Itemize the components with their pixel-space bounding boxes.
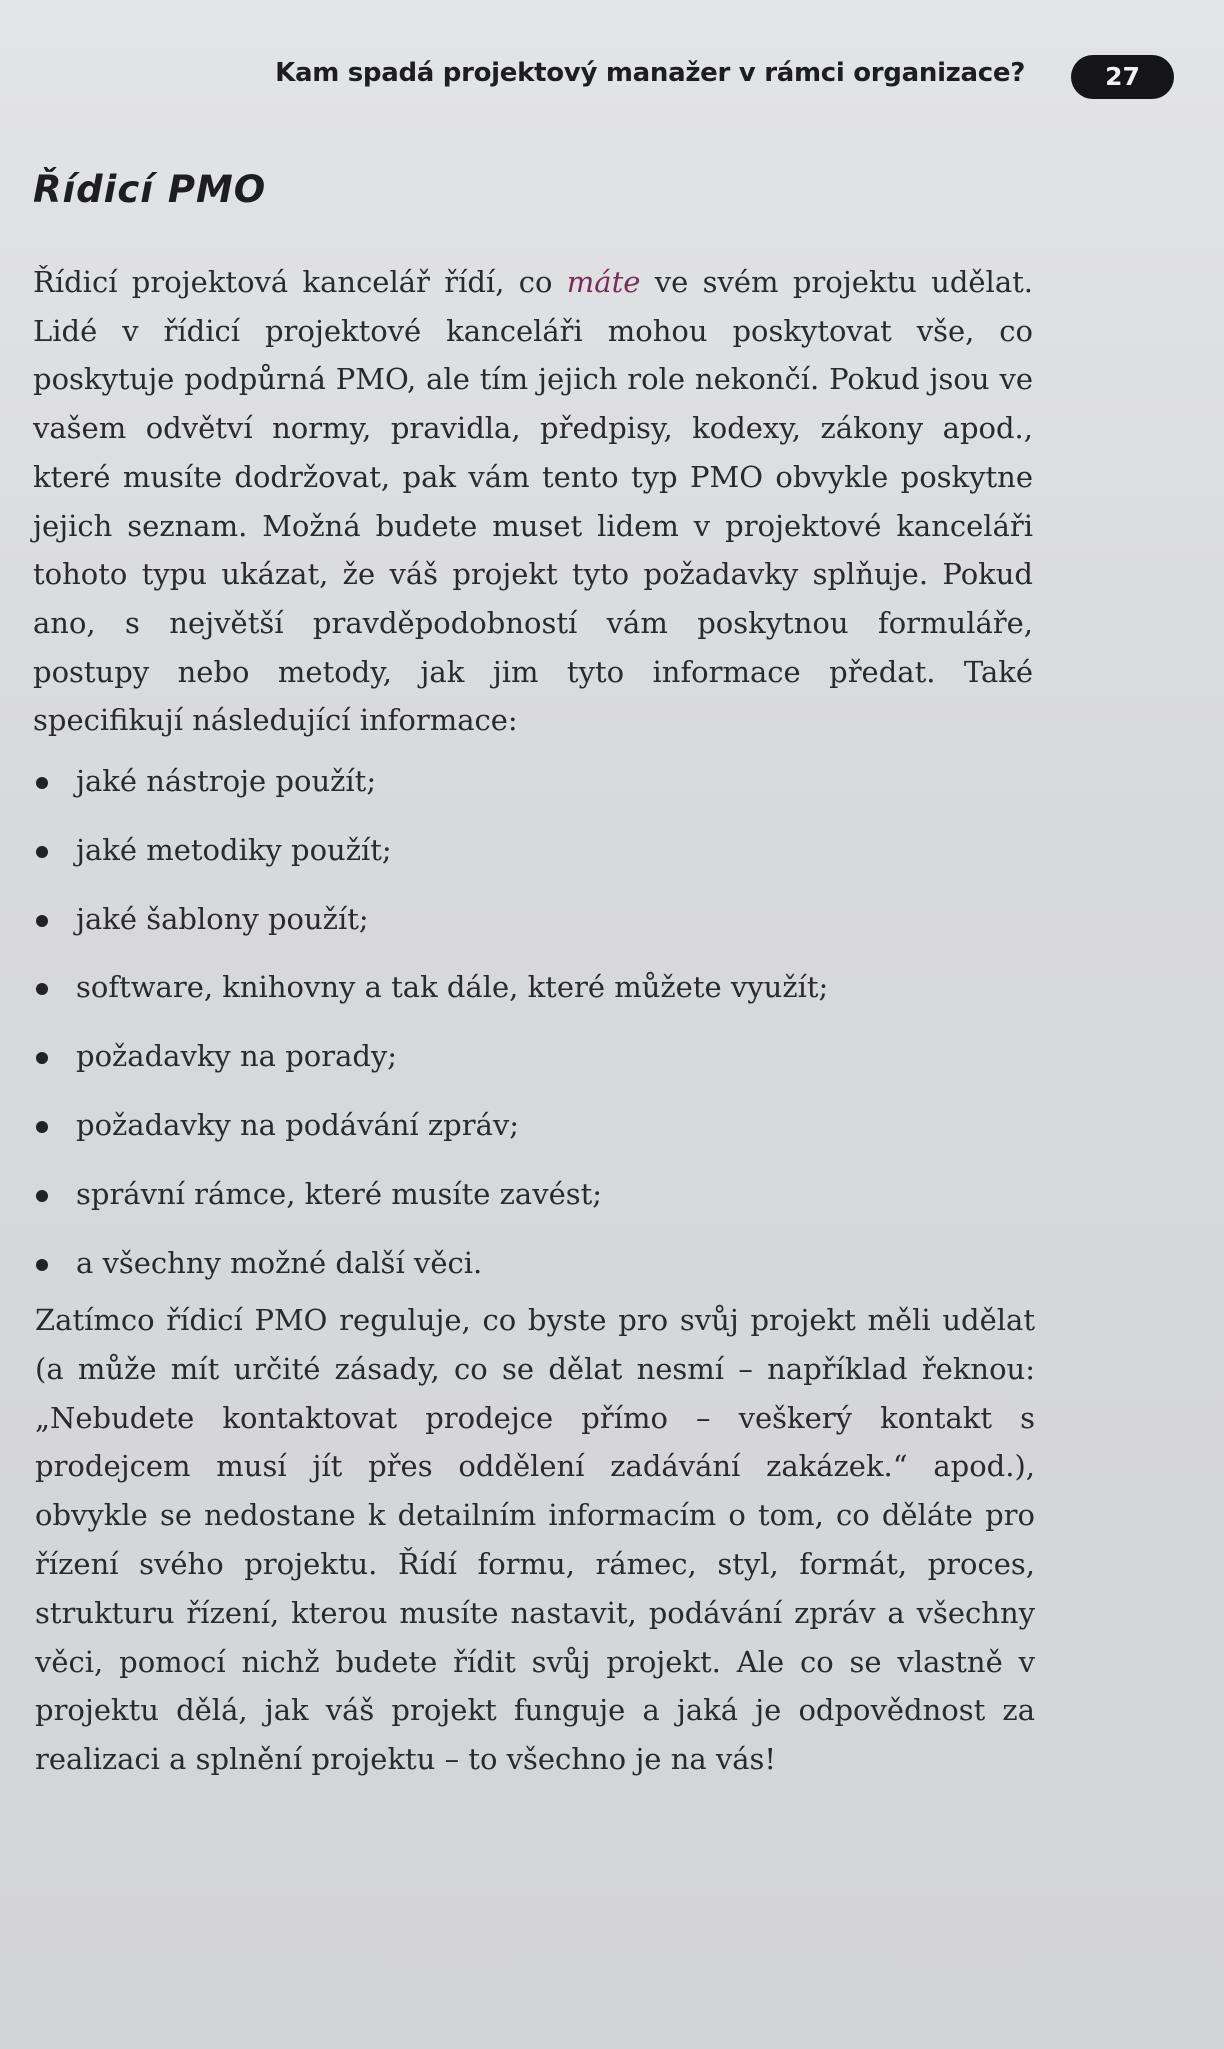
list-item-text: a všechny možné další věci.: [76, 1245, 483, 1280]
list-item-text: jaké šablony použít;: [76, 901, 369, 936]
running-header-title: Kam spadá projektový manažer v rámci organizace?: [275, 58, 1025, 88]
list-item-text: jaké metodiky použít;: [76, 832, 392, 867]
list-item-text: jaké nástroje použít;: [76, 764, 377, 798]
list-item: [33, 1032, 1033, 1101]
list-item-text: požadavky na podávání zpráv;: [76, 1107, 520, 1142]
bullet-icon: [36, 983, 48, 995]
bullet-icon: [36, 777, 48, 789]
list-item: [33, 895, 1033, 964]
bullet-icon: [36, 915, 48, 927]
intro-text-rest: ve svém projektu udělat. Lidé v řídicí projektové kanceláři mohou poskytovat vše, co poskytuje podpůrná PMO, ale tím jejich role nekončí. Pokud jsou ve vašem odvětví normy, pravidla, předpisy, kodexy, zákony apod., které musíte dodržovat, pak vám tento typ PMO obvykle poskytne jejich seznam. Možná budete muset lidem v projektové kanceláři tohoto typu ukázat, že váš projekt tyto požadavky splňuje. Pokud ano, s největší pravděpodobností vám poskytnou formuláře, postupy nebo metody, jak jim tyto informace předat. Také specifikují následující informace:: [33, 265, 1033, 738]
list-item-text: správní rámce, které musíte zavést;: [76, 1176, 603, 1211]
bullet-icon: [36, 1052, 48, 1064]
bullet-icon: [36, 1121, 48, 1133]
list-item-text: software, knihovny a tak dále, které můžete využít;: [76, 970, 829, 1005]
list-item: [33, 757, 1033, 826]
bullet-icon: [36, 846, 48, 858]
intro-text-start: Řídicí projektová kancelář řídí, co: [33, 265, 567, 299]
list-item-text: požadavky na porady;: [76, 1039, 398, 1074]
bullet-icon: [36, 1259, 48, 1271]
closing-paragraph: Zatímco řídicí PMO reguluje, co byste pro svůj projekt měli udělat (a může mít určité zásady, co se dělat nesmí – například řeknou: „Nebudete kontaktovat prodejce přímo – veškerý kontakt s prodejcem musí jít přes oddělení zadávání zakázek.“ apod.), obvykle se nedostane k detailním informacím o tom, co děláte pro řízení svého projektu. Řídí formu, rámec, styl, formát, proces, strukturu řízení, kterou musíte nastavit, podávání zpráv a všechny věci, pomocí nichž budete řídit svůj projekt. Ale co se vlastně v projektu dělá, jak váš projekt funguje a jaká je odpovědnost za realizaci a splnění projektu – to všechno je na vás!: [35, 1303, 1035, 1777]
requirements-list: [33, 757, 1033, 1307]
page-number-badge: 27: [1071, 55, 1174, 99]
list-item: [33, 1170, 1033, 1239]
list-item: [33, 826, 1033, 895]
bullet-icon: [36, 1190, 48, 1202]
list-item: [33, 1101, 1033, 1170]
list-item: [33, 963, 1033, 1032]
intro-paragraph: [33, 258, 1033, 745]
emphasized-word: máte: [566, 265, 641, 299]
section-heading: Řídicí PMO: [33, 168, 267, 211]
